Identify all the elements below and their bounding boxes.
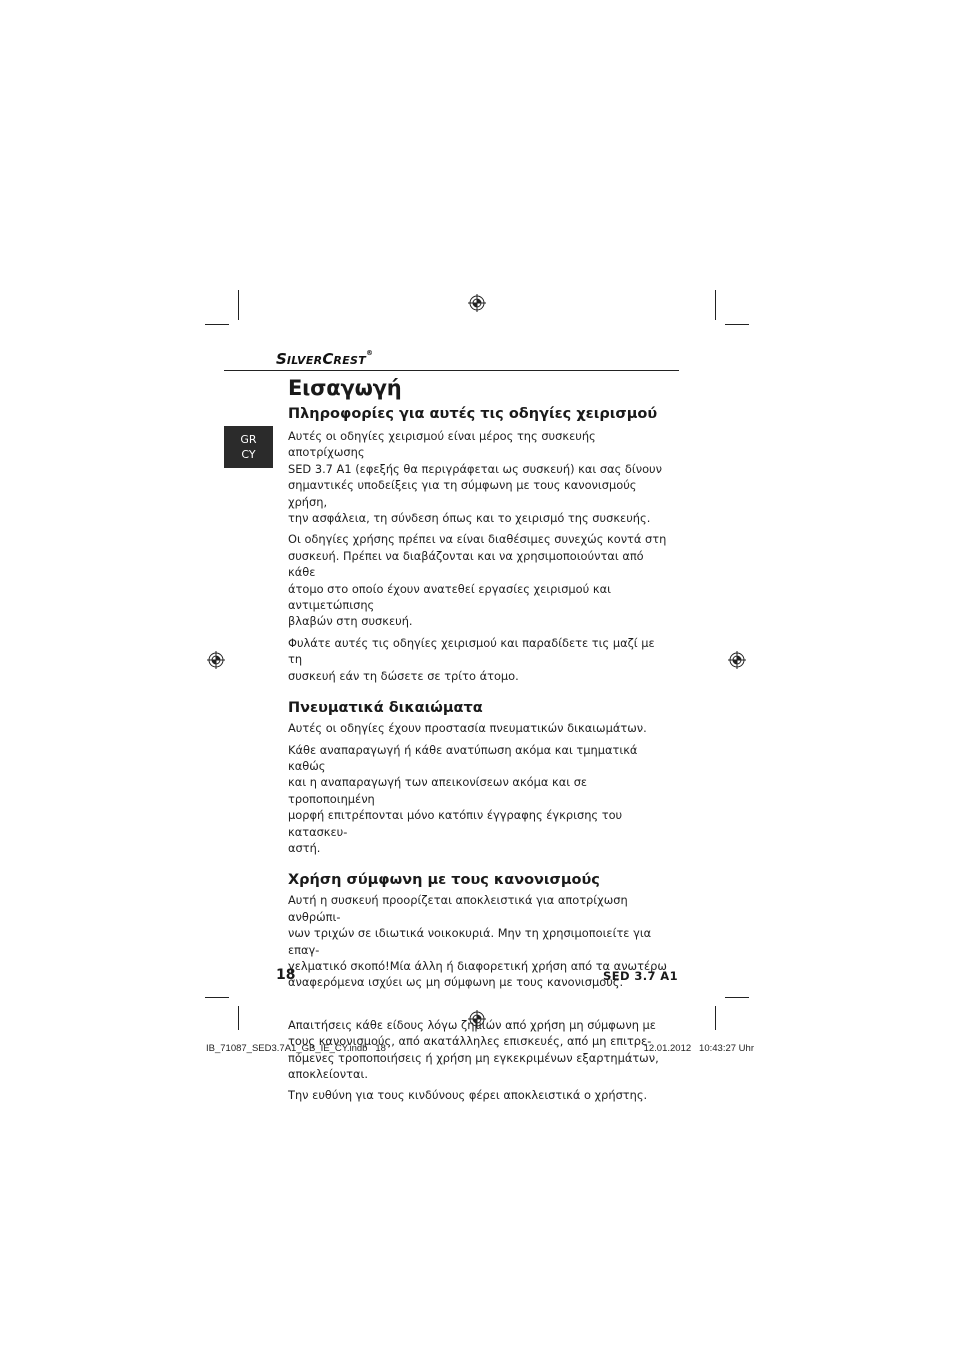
- language-tab-line: GR: [240, 433, 257, 446]
- brand-logo-part: S: [276, 350, 287, 368]
- crop-mark-icon: [715, 1006, 716, 1030]
- registration-mark-icon: [207, 651, 225, 669]
- crop-mark-icon: [238, 290, 239, 320]
- section-heading: Χρήση σύμφωνη με τους κανονισμούς: [288, 872, 600, 889]
- section-heading: Πνευματικά δικαιώματα: [288, 700, 483, 717]
- brand-logo-part: ILVER: [286, 354, 323, 367]
- paragraph: Αυτή η συσκευή προορίζεται αποκλειστικά για αποτρίχωση ανθρώπι- νων τριχών σε ιδιωτικά νοικοκυριά. Μην τη χρησιμοποιείτε για επαγ- γελματικό σκοπό!Μία άλλη ή διαφορετική χρήση από τα ανωτέρω αναφερόμενα ισχύει ως μη σύμφωνη με τους κανονισμούς.: [288, 893, 667, 990]
- page-number: 18: [276, 967, 296, 983]
- brand-logo-part: REST: [333, 354, 367, 367]
- main-content: [288, 374, 668, 1104]
- crop-mark-icon: [725, 997, 749, 998]
- header-rule: [224, 370, 679, 371]
- brand-logo: [276, 349, 373, 368]
- paragraph: Αυτές οι οδηγίες έχουν προστασία πνευματικών δικαιωμάτων.: [288, 721, 647, 736]
- paragraph: Φυλάτε αυτές τις οδηγίες χειρισμού και παραδίδετε τις μαζί με τη συσκευή εάν τη δώσετε σε τρίτο άτομο.: [288, 635, 655, 683]
- print-slug-file: IB_71087_SED3.7A1_GB_IE_CY.indb 18: [206, 1043, 386, 1054]
- paragraph: Αυτές οι οδηγίες χειρισμού είναι μέρος της συσκευής αποτρίχωσης SED 3.7 A1 (εφεξής θα περιγράφεται ως συσκευή) και σας δίνουν σημαντικές υποδείξεις για τη σύμφωνη με τους κανονισμούς χρήση, την ασφάλεια, τη σύνδεση όπως και το χειρισμό της συσκευής.: [288, 429, 663, 526]
- crop-mark-icon: [725, 324, 749, 325]
- crop-mark-icon: [205, 997, 229, 998]
- section-heading: Πληροφορίες για αυτές τις οδηγίες χειρισμού: [288, 406, 658, 422]
- crop-mark-icon: [715, 290, 716, 320]
- page-title: Εισαγωγή: [288, 376, 402, 400]
- brand-logo-part: C: [322, 350, 334, 368]
- model-label: SED 3.7 A1: [603, 969, 678, 983]
- brand-registered-mark: ®: [366, 349, 374, 357]
- registration-mark-icon: [468, 294, 486, 312]
- print-slug-timestamp: 12.01.2012 10:43:27 Uhr: [643, 1043, 754, 1054]
- paragraph: Οι οδηγίες χρήσης πρέπει να είναι διαθέσιμες συνεχώς κοντά στη συσκευή. Πρέπει να διαβάζονται και να χρησιμοποιούνται από κάθε άτομο στο οποίο έχουν ανατεθεί εργασίες χειρισμού και αντιμετώπισης βλαβών στη συσκευή.: [288, 532, 667, 629]
- paragraph: Απαιτήσεις κάθε είδους λόγω ζημιών από χρήση μη σύμφωνη με τους κανονισμούς, από ακατάλληλες επισκευές, από μη επιτρε- πόμενες τροποποιήσεις ή χρήση μη εγκεκριμένων εξαρτημάτων, αποκλείονται.: [288, 1017, 659, 1081]
- paragraph: Κάθε αναπαραγωγή ή κάθε ανατύπωση ακόμα και τμηματικά καθώς και η αναπαραγωγή των απεικονίσεων ακόμα και σε τροποποιημένη μορφή επιτρέπονται μόνο κατόπιν έγγραφης έγκρισης του κατασκευ- αστή.: [288, 742, 638, 855]
- crop-mark-icon: [205, 324, 229, 325]
- language-tab: [224, 426, 273, 468]
- crop-mark-icon: [238, 1006, 239, 1030]
- registration-mark-icon: [728, 651, 746, 669]
- language-tab-line: CY: [241, 448, 256, 461]
- paragraph: Την ευθύνη για τους κινδύνους φέρει αποκλειστικά ο χρήστης.: [288, 1088, 648, 1103]
